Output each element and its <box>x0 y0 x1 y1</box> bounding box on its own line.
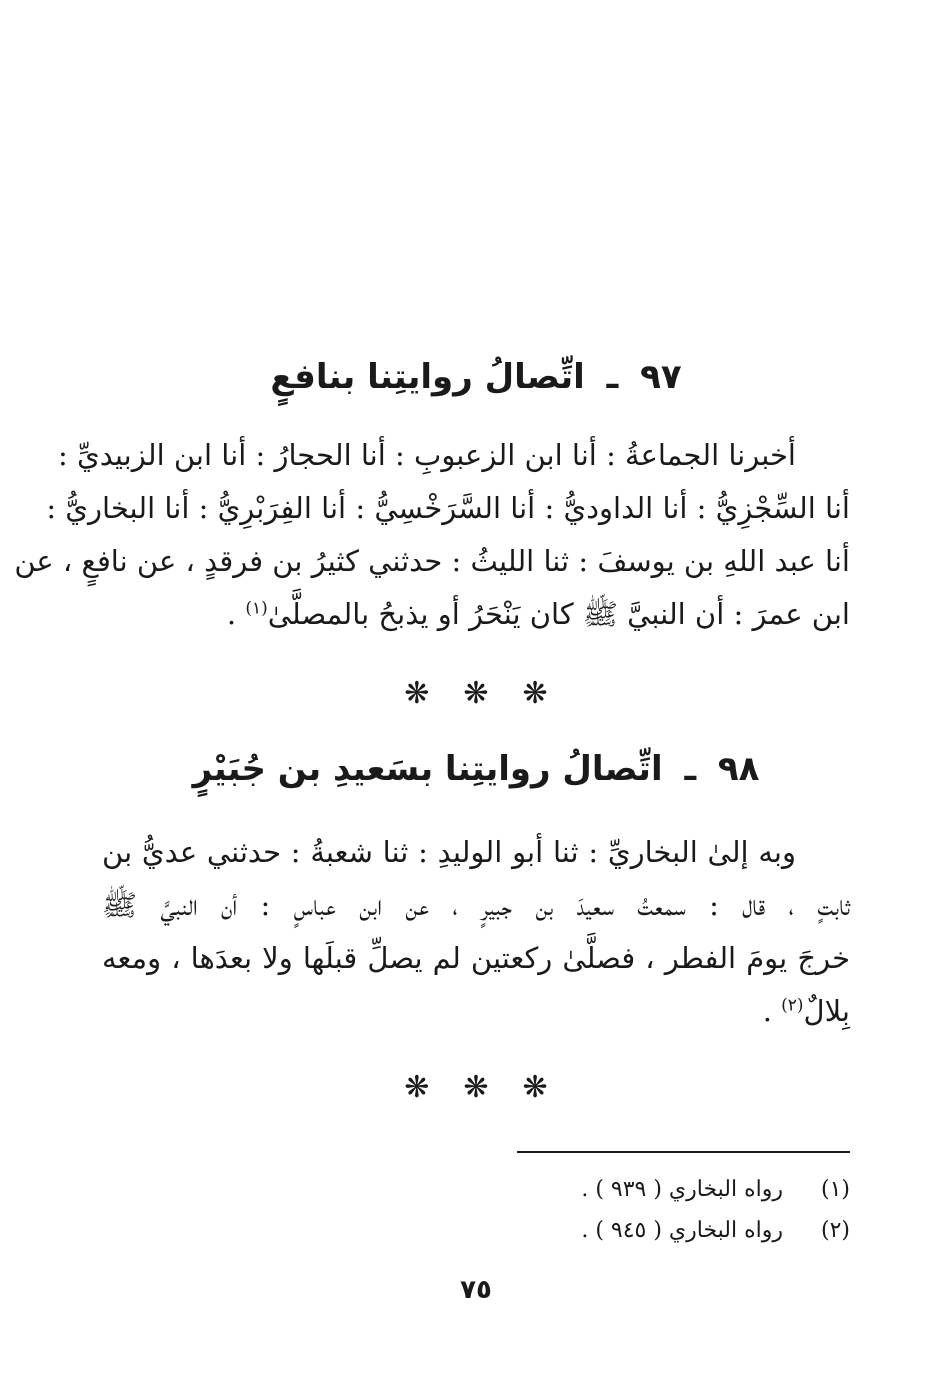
paragraph-line-text: ابن عمرَ : أن النبيَّ ﷺ كان يَنْحَرُ أو يذبحُ بالمصلَّىٰ <box>267 597 850 631</box>
paragraph-line-last <box>102 588 850 641</box>
section-97-paragraph <box>14 429 850 641</box>
section-98-number: ٩٨ <box>717 749 760 789</box>
section-separator: ❋❋❋ <box>404 676 582 711</box>
footnote-1 <box>350 1174 850 1206</box>
section-98-title: اتِّصالُ روايتِنا بسَعيدِ بن جُبَيْرٍ <box>192 749 663 789</box>
paragraph-line: ثابتٍ ، قال : سمعتُ سعيدَ بن جبيرٍ ، عن ابن عباسٍ : أن النبيَّ ﷺ <box>102 888 850 922</box>
footnote-2 <box>350 1215 850 1247</box>
section-97-number: ٩٧ <box>640 357 682 397</box>
paragraph-line: أنا السِّجْزِيُّ : أنا الداوديُّ : أنا السَّرَخْسِيُّ : أنا الفِرَبْرِيُّ : أنا البخاريُّ : <box>46 491 850 525</box>
section-97-heading <box>0 353 952 401</box>
paragraph-line-last <box>102 985 850 1038</box>
footnote-text: رواه البخاري ( ٩٣٩ ) . <box>581 1177 783 1202</box>
section-97-dash: ـ <box>606 357 619 397</box>
page-number: ٧٥ <box>460 1275 492 1305</box>
footnote-number: (٢) <box>820 1218 850 1243</box>
section-98-dash: ـ <box>684 749 697 789</box>
paragraph-line: وبه إلىٰ البخاريِّ : ثنا أبو الوليدِ : ثنا شعبةُ : حدثني عديُّ بن <box>102 835 796 869</box>
footnote-ref-2: (٢) <box>781 995 804 1016</box>
section-97-title: اتِّصالُ روايتِنا بنافعٍ <box>270 357 585 397</box>
footnote-ref-1: (١) <box>245 598 268 619</box>
section-98-heading <box>0 745 952 793</box>
paragraph-line: أنا عبد اللهِ بن يوسفَ : ثنا الليثُ : حدثني كثيرُ بن فرقدٍ ، عن نافعٍ ، عن <box>14 544 850 578</box>
line-end-period: . <box>762 994 782 1028</box>
section-separator: ❋❋❋ <box>404 1070 582 1105</box>
paragraph-line: خرجَ يومَ الفطر ، فصلَّىٰ ركعتين لم يصلِّ قبلَها ولا بعدَها ، ومعه <box>102 941 850 975</box>
line-end-period: . <box>226 597 246 631</box>
footnote-divider <box>517 1151 850 1153</box>
footnote-number: (١) <box>820 1177 850 1202</box>
section-98-paragraph <box>102 826 850 1038</box>
paragraph-line-text: بِلالٌ <box>803 994 850 1028</box>
paragraph-line: أخبرنا الجماعةُ : أنا ابن الزعبوبِ : أنا الحجارُ : أنا ابن الزبيديِّ : <box>58 438 796 472</box>
footnote-text: رواه البخاري ( ٩٤٥ ) . <box>581 1218 783 1243</box>
